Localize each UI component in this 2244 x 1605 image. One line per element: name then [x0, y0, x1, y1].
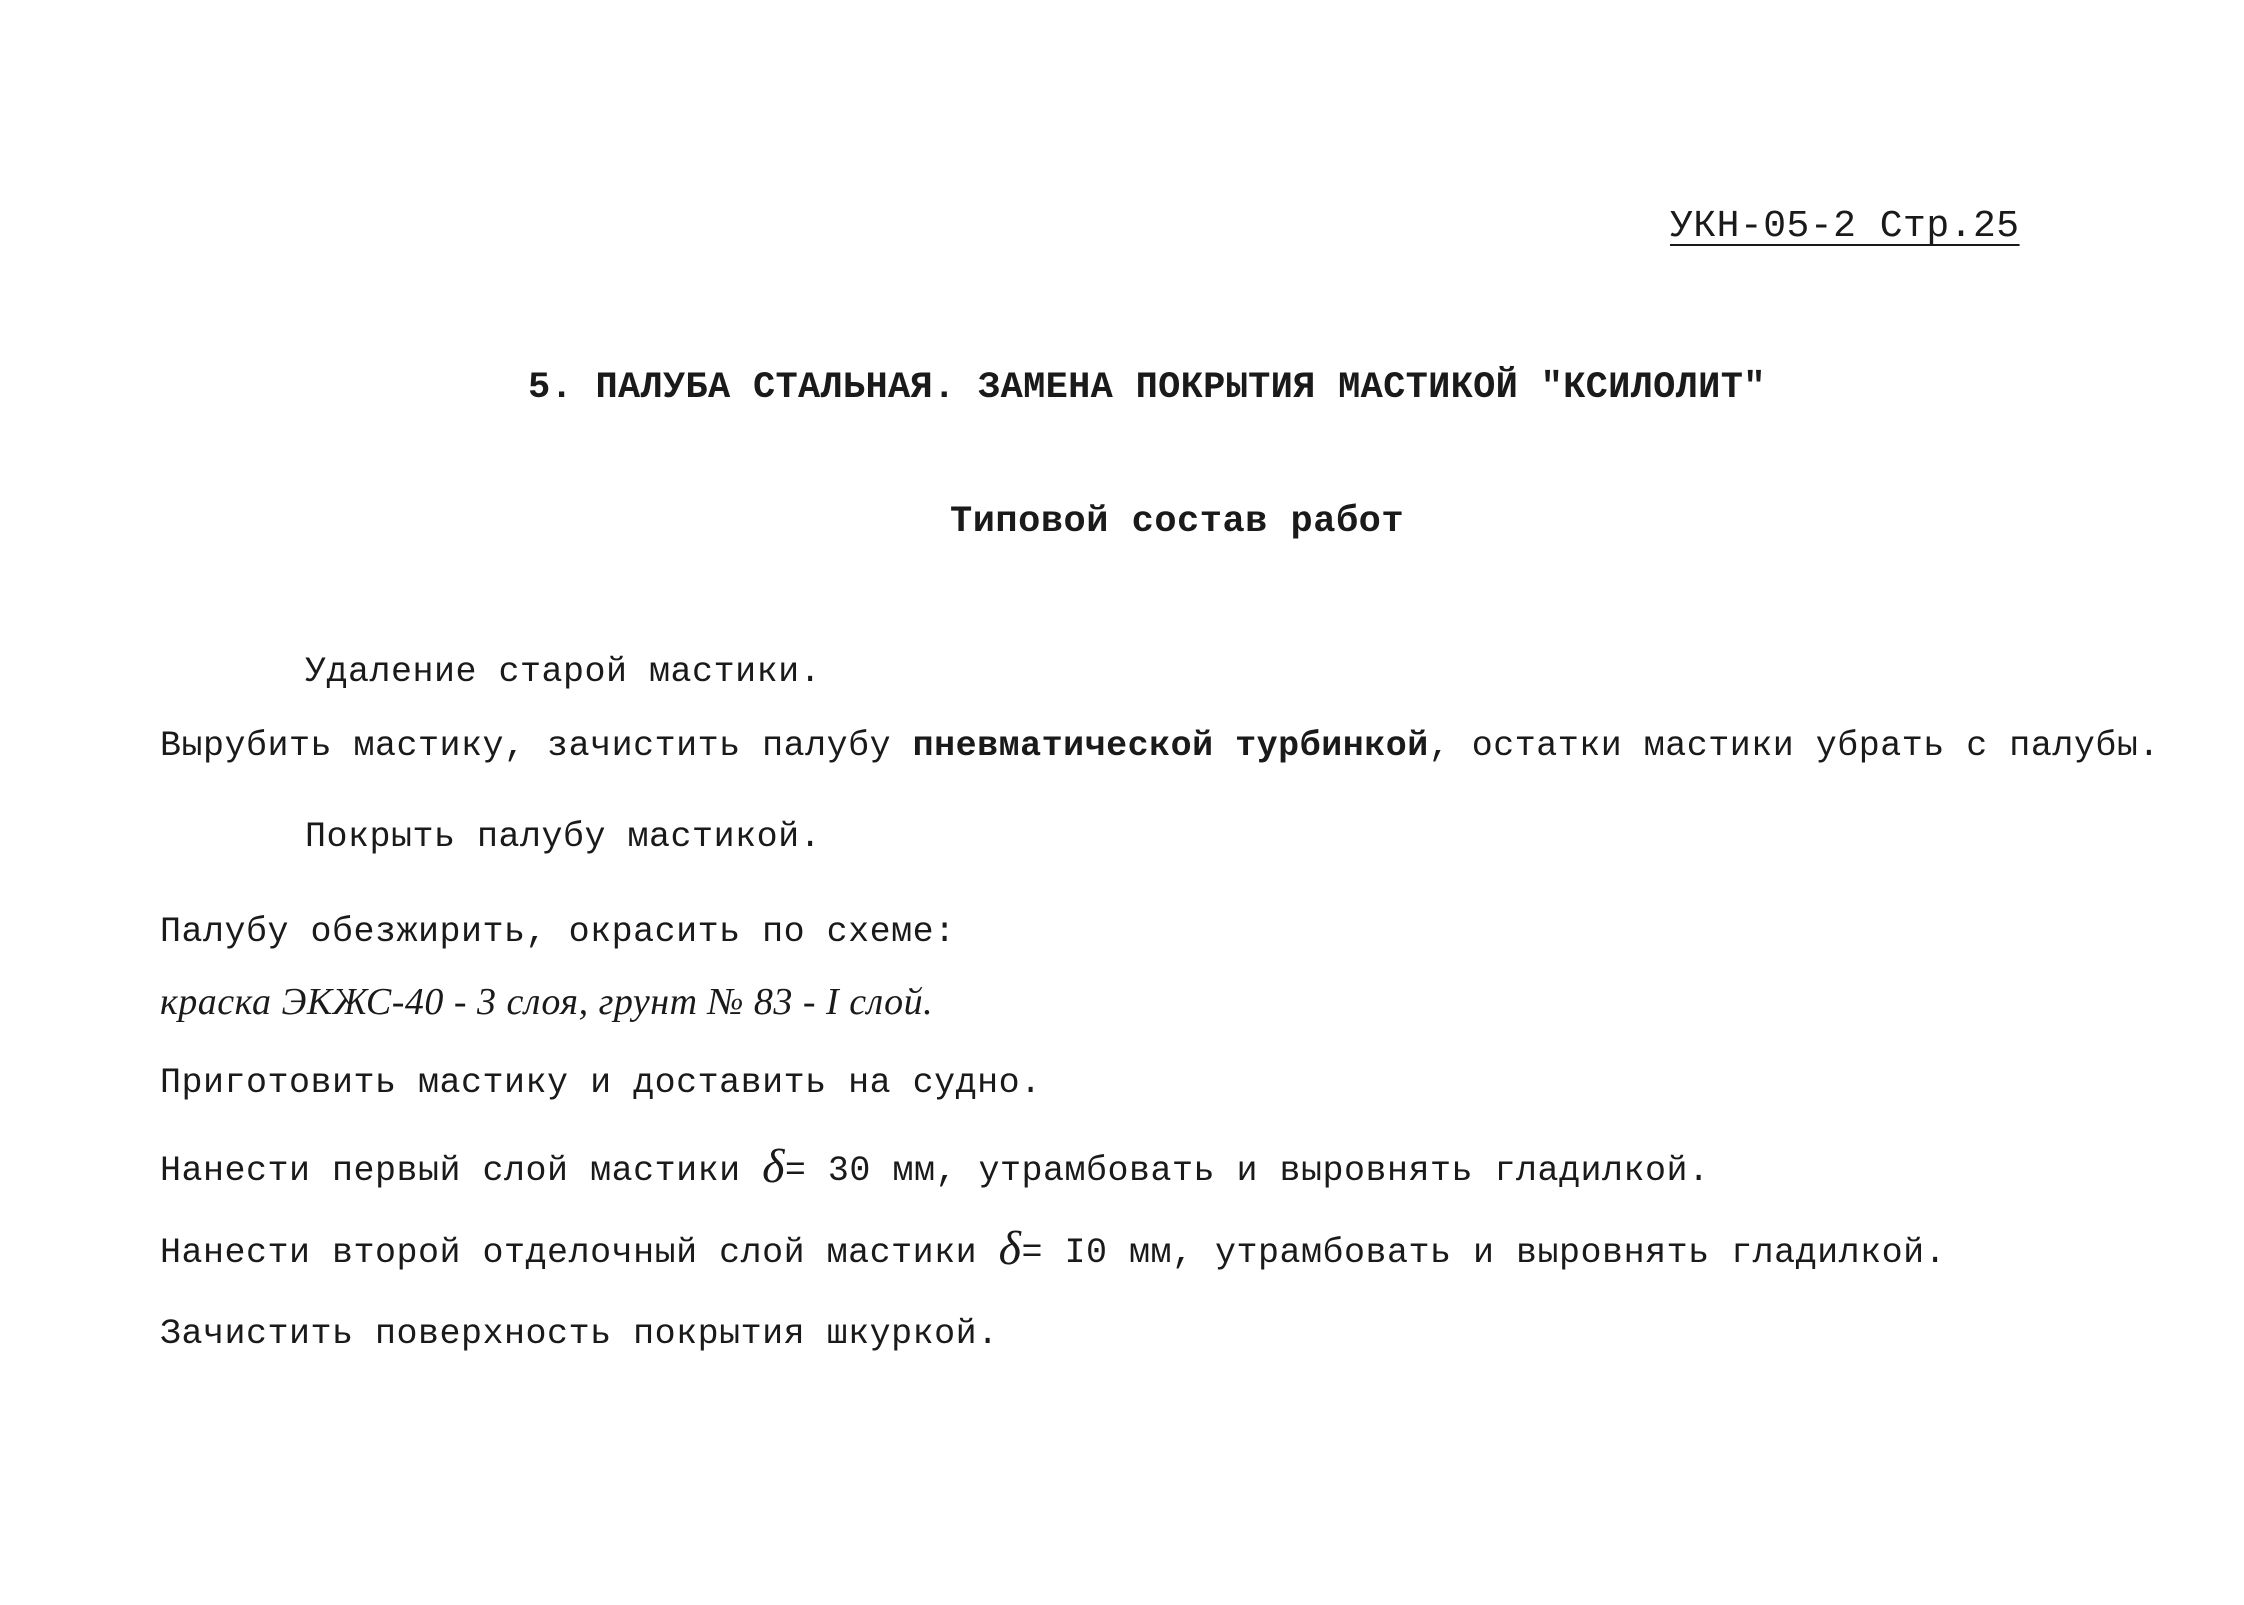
- second-layer-instruction: [160, 1222, 1947, 1275]
- paint-scheme: краска ЭКЖС-40 - 3 слоя, грунт № 83 - I слой.: [160, 981, 934, 1023]
- degrease-instruction: Палубу обезжирить, окрасить по схеме:: [160, 912, 956, 952]
- first-layer-text-start: Нанести первый слой мастики: [160, 1151, 741, 1191]
- removal-instruction: [160, 724, 2160, 768]
- document-reference: УКН-05-2 Стр.25: [1670, 205, 2020, 248]
- removal-text-end: , остатки мастики убрать с палубы.: [1428, 726, 2160, 766]
- section-subtitle: Типовой состав работ: [950, 501, 1405, 543]
- removal-text-tool: пневматической турбинкой: [912, 726, 1429, 766]
- thickness-symbol: δ: [998, 1222, 1022, 1275]
- removal-text-start: Вырубить мастику, зачистить палубу: [160, 726, 913, 766]
- coat-heading: Покрыть палубу мастикой.: [305, 817, 822, 857]
- clean-instruction: Зачистить поверхность покрытия шкуркой.: [160, 1314, 999, 1354]
- first-layer-instruction: [160, 1140, 1710, 1193]
- first-layer-text-end: = 30 мм, утрамбовать и выровнять гладилкой.: [784, 1151, 1710, 1191]
- second-layer-text-end: = I0 мм, утрамбовать и выровнять гладилкой.: [1021, 1233, 1947, 1273]
- thickness-symbol: δ: [762, 1140, 785, 1193]
- second-layer-text-start: Нанести второй отделочный слой мастики: [160, 1233, 978, 1273]
- removal-heading: Удаление старой мастики.: [305, 652, 822, 692]
- prepare-instruction: Приготовить мастику и доставить на судно.: [160, 1063, 1042, 1103]
- section-title: 5. ПАЛУБА СТАЛЬНАЯ. ЗАМЕНА ПОКРЫТИЯ МАСТИКОЙ "КСИЛОЛИТ": [528, 367, 1766, 409]
